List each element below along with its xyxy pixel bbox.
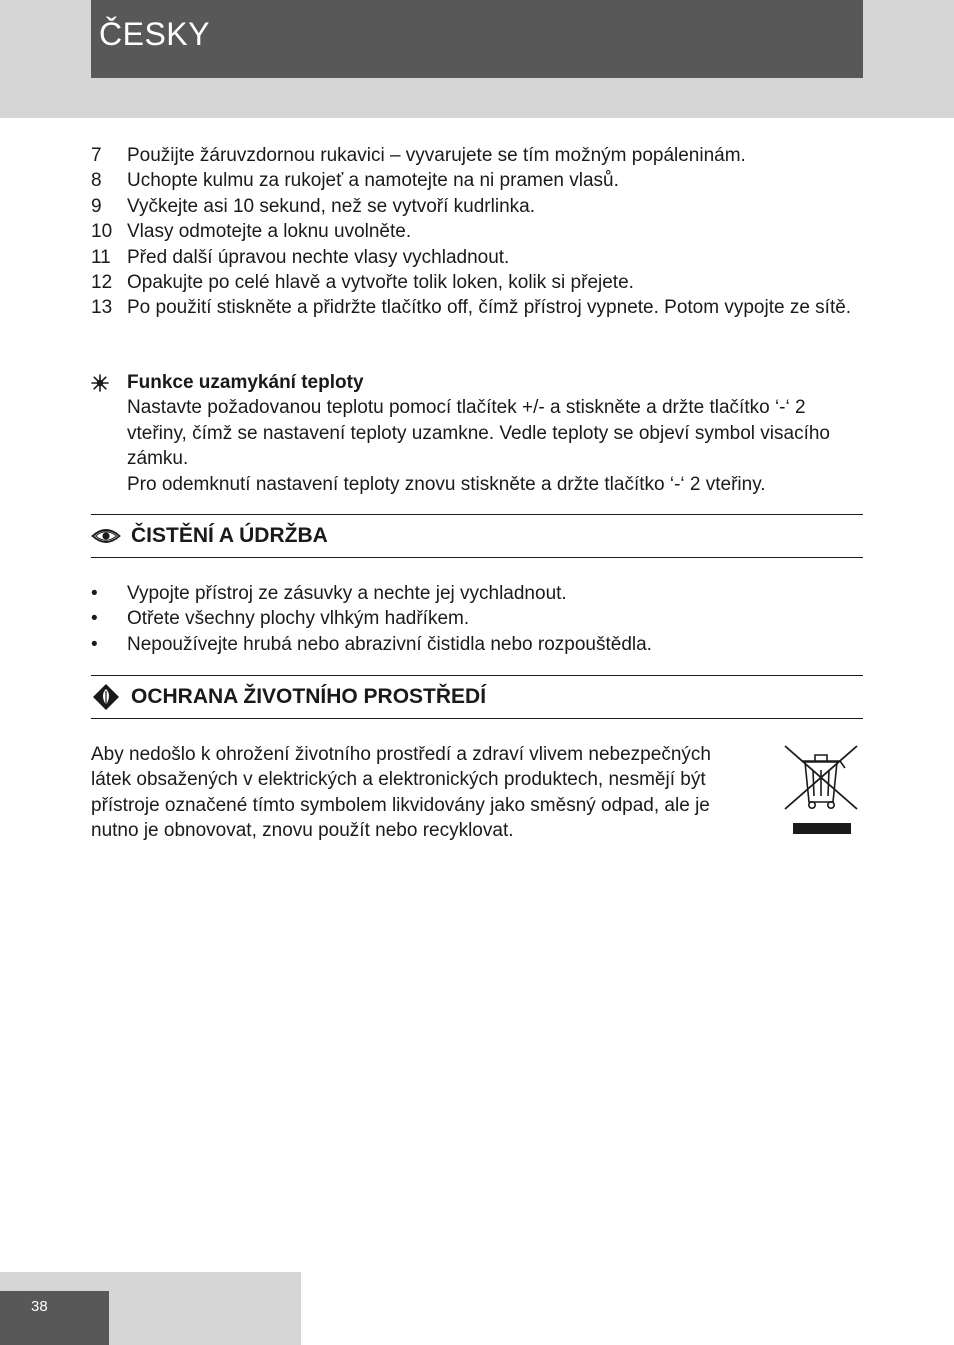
eye-icon bbox=[91, 527, 131, 545]
step-text: Vyčkejte asi 10 sekund, než se vytvoří kudrlinka. bbox=[127, 195, 535, 217]
list-item bbox=[91, 606, 863, 631]
list-item bbox=[91, 581, 863, 606]
crossed-out-bin-icon bbox=[783, 744, 859, 836]
page-number: 38 bbox=[31, 1298, 48, 1315]
section-cleaning-heading bbox=[91, 514, 863, 558]
page-number-box bbox=[0, 1291, 109, 1345]
step-text: Vlasy odmotejte a loknu uvolněte. bbox=[127, 221, 412, 243]
step-text: Opakujte po celé hlavě a vytvořte tolik loken, kolik si přejete. bbox=[127, 272, 634, 294]
list-item bbox=[91, 219, 863, 244]
step-number: 12 bbox=[91, 272, 113, 294]
bullet-symbol: • bbox=[91, 633, 98, 655]
step-number: 9 bbox=[91, 195, 102, 217]
step-number: 8 bbox=[91, 170, 102, 192]
list-item bbox=[91, 194, 863, 219]
language-title-bar bbox=[91, 0, 863, 78]
step-number: 7 bbox=[91, 145, 102, 166]
list-item bbox=[91, 168, 863, 193]
note-title: Funkce uzamykání teploty bbox=[127, 372, 364, 393]
section-title: OCHRANA ŽIVOTNÍHO PROSTŘEDÍ bbox=[131, 685, 487, 708]
list-item-text: Nepoužívejte hrubá nebo abrazivní čistidla nebo rozpouštědla. bbox=[127, 633, 652, 655]
step-number: 11 bbox=[91, 246, 111, 268]
leaf-diamond-icon bbox=[91, 683, 131, 711]
note-text: Pro odemknutí nastavení teploty znovu stiskněte a držte tlačítko ‘-‘ 2 vteřiny. bbox=[127, 473, 766, 495]
step-text: Po použití stiskněte a přidržte tlačítko off, čímž přístroj vypnete. Potom vypojte ze sítě. bbox=[127, 297, 852, 319]
list-item bbox=[91, 295, 863, 320]
list-item bbox=[91, 143, 863, 168]
bullet-symbol: • bbox=[91, 583, 98, 604]
list-item-text: Otřete všechny plochy vlhkým hadříkem. bbox=[127, 608, 470, 630]
environment-text: Aby nedošlo k ohrožení životního prostředí a zdraví vlivem nebezpečných látek obsažených v elektrických a elektronických produktech, nesmějí být přístroje označené tímto symbolem likvidovány jako směsný odpad, ale je nutno je obnovovat, znovu použít nebo recyklovat. bbox=[91, 744, 711, 842]
list-item-text: Vypojte přístroj ze zásuvky a nechte jej vychladnout. bbox=[127, 583, 567, 604]
temperature-lock-note bbox=[91, 370, 863, 497]
list-item bbox=[91, 632, 863, 657]
section-environment-heading bbox=[91, 675, 863, 719]
step-text: Uchopte kulmu za rukojeť a namotejte na ni pramen vlasů. bbox=[127, 170, 619, 192]
list-item bbox=[91, 245, 863, 270]
list-item bbox=[91, 270, 863, 295]
page-title: ČESKY bbox=[99, 16, 210, 52]
note-text: Nastavte požadovanou teplotu pomocí tlačítek +/- a stiskněte a držte tlačítko ‘-‘ 2 vteřiny, čímž se nastavení teploty uzamkne. Vedle teploty se objeví symbol visacího zámku. bbox=[127, 397, 830, 470]
step-number: 10 bbox=[91, 221, 113, 243]
step-number: 13 bbox=[91, 297, 113, 319]
bullet-symbol: • bbox=[91, 608, 98, 630]
cleaning-list bbox=[91, 581, 863, 657]
steps-list bbox=[91, 143, 863, 321]
star-burst-icon bbox=[91, 370, 127, 497]
step-text: Před další úpravou nechte vlasy vychladnout. bbox=[127, 246, 510, 268]
section-title: ČISTĚNÍ A ÚDRŽBA bbox=[131, 524, 328, 547]
step-text: Použijte žáruvzdornou rukavici – vyvarujete se tím možným popáleninám. bbox=[127, 145, 746, 166]
